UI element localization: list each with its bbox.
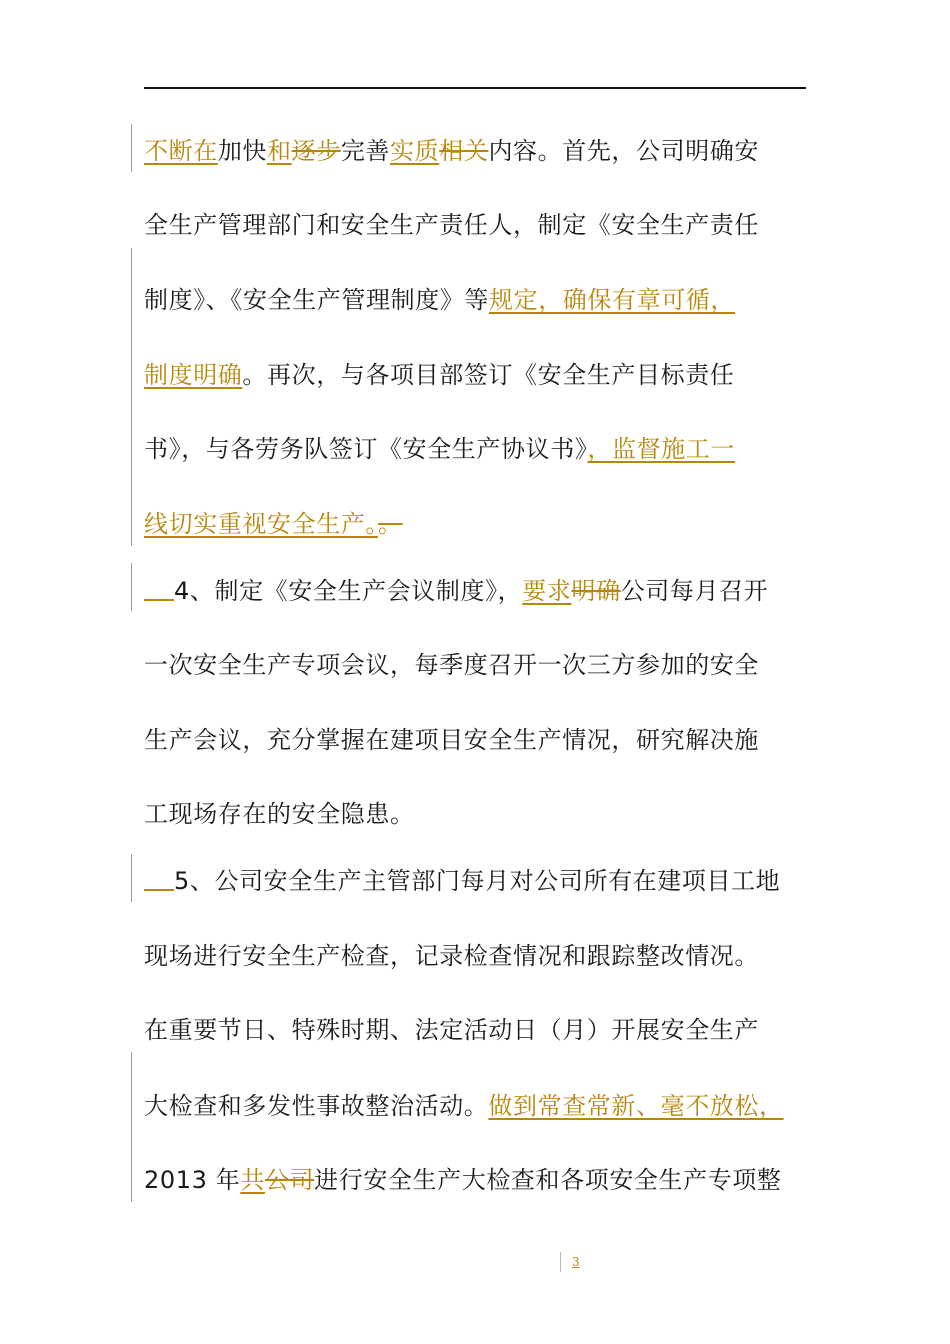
inserted-text: 制度明确 <box>144 361 243 389</box>
change-bar <box>131 563 132 611</box>
text-line <box>144 723 759 757</box>
text-run: 2013 年 <box>144 1166 241 1194</box>
change-bar <box>131 124 132 172</box>
text-line <box>144 1163 782 1197</box>
deleted-text: 相关 <box>439 137 489 165</box>
deleted-text: 公司 <box>264 1166 315 1194</box>
header-rule <box>144 87 806 89</box>
text-run: 书》，与各劳务队签订《安全生产协议书》 <box>144 435 588 463</box>
change-bar <box>131 854 132 902</box>
text-run: 现场进行安全生产检查，记录检查情况和跟踪整改情况。 <box>144 942 759 970</box>
text-run: 完善 <box>340 137 391 165</box>
text-line <box>144 939 759 973</box>
inserted-text: ，监督施工一 <box>587 435 736 463</box>
inserted-text: 实质 <box>390 137 440 165</box>
text-line <box>144 358 734 392</box>
deleted-text: 明确 <box>571 577 621 605</box>
text-line <box>144 648 759 682</box>
inserted-text: 不断在 <box>144 137 218 165</box>
text-run: 全生产管理部门和安全生产责任人，制定《安全生产责任 <box>144 211 759 239</box>
page-number-divider <box>560 1252 561 1272</box>
inserted-blank <box>144 867 174 891</box>
text-run: 大检查和多发性事故整治活动。 <box>144 1092 489 1120</box>
change-bar <box>131 248 132 546</box>
text-run: 在重要节日、特殊时期、法定活动日（月）开展安全生产 <box>144 1016 759 1044</box>
text-line <box>144 1013 759 1047</box>
text-run: 。再次，与各项目部签订《安全生产目标责任 <box>242 361 735 389</box>
text-line <box>144 574 768 608</box>
text-run: 公司每月召开 <box>620 577 769 605</box>
text-run: 加快 <box>217 137 268 165</box>
inserted-text: 和 <box>267 137 292 165</box>
text-line <box>144 134 759 168</box>
inserted-text: 线切实重视安全生产。 <box>144 510 378 538</box>
text-run: 内容。首先，公司明确安 <box>488 137 760 165</box>
inserted-blank <box>144 577 174 601</box>
deleted-text: 。 <box>378 510 403 538</box>
text-line <box>144 283 735 317</box>
text-line <box>144 864 780 898</box>
text-run: 工现场存在的安全隐患。 <box>144 800 415 828</box>
text-run: 制度》、《安全生产管理制度》等 <box>144 286 489 314</box>
text-line <box>144 797 415 831</box>
change-bar <box>131 1052 132 1202</box>
text-run: 5、公司安全生产主管部门每月对公司所有在建项目工地 <box>174 867 781 895</box>
inserted-text: 要求 <box>522 577 572 605</box>
text-run: 一次安全生产专项会议，每季度召开一次三方参加的安全 <box>144 651 759 679</box>
text-run: 4、制定《安全生产会议制度》， <box>174 577 523 605</box>
inserted-text: 做到常查常新、毫不放松， <box>488 1092 784 1120</box>
text-line <box>144 1089 784 1123</box>
text-line <box>144 208 759 242</box>
inserted-text: 规定，确保有章可循， <box>489 286 735 314</box>
inserted-text: 共 <box>240 1166 265 1194</box>
text-run: 进行安全生产大检查和各项安全生产专项整 <box>314 1166 782 1194</box>
text-line <box>144 432 735 466</box>
text-run: 生产会议，充分掌握在建项目安全生产情况，研究解决施 <box>144 726 759 754</box>
text-line <box>144 507 403 541</box>
page-number: 3 <box>572 1255 580 1269</box>
deleted-text: 逐步 <box>291 137 341 165</box>
